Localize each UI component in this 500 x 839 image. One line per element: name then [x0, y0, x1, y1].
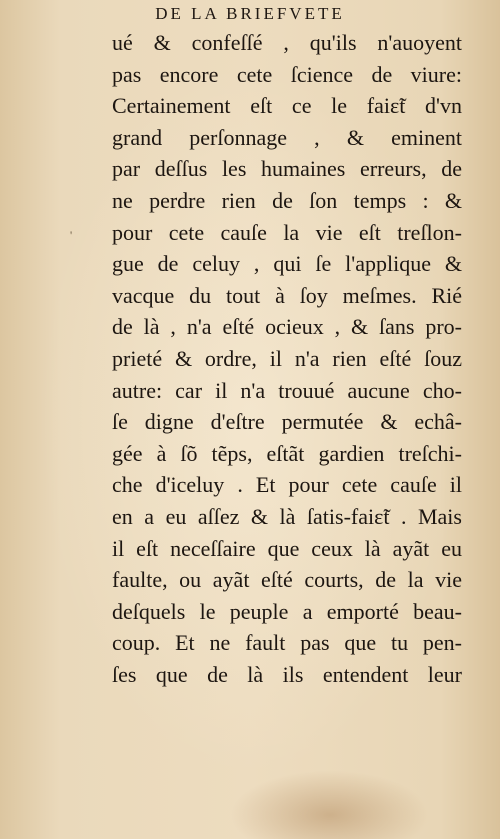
text-line: ué & confeſſé , qu'ils n'auoyent: [112, 30, 462, 55]
text-line: par deſſus les humaines erreurs, de: [112, 156, 462, 182]
text-line: de là , n'a eſté ocieux , & ſans pro-: [112, 314, 462, 340]
text-line: il eſt neceſſaire que ceux là ayãt eu: [112, 535, 462, 561]
text-line: coup. Et ne fault pas que tu pen-: [112, 630, 462, 656]
text-line: Certainement eſt ce le faiɛ̃t d'vn: [112, 93, 462, 119]
text-line: gée à ſõ tẽps, eſtãt gardien treſchi-: [112, 440, 462, 466]
text-line: deſquels le peuple a emporté beau-: [112, 598, 462, 624]
text-line: pour cete cauſe la vie eſt treſlon-: [112, 219, 462, 245]
text-line: gue de celuy , qui ſe l'applique &: [112, 251, 462, 277]
text-line: en a eu aſſez & là ſatis-faiɛ̃t . Mais: [112, 503, 462, 529]
text-line: faulte, ou ayãt eſté courts, de la vie: [112, 567, 462, 593]
text-line: vacque du tout à ſoy meſmes. Rié: [112, 282, 462, 308]
running-head: DE LA BRIEFVETE: [155, 4, 345, 23]
text-line: pas encore cete ſcience de viure:: [112, 61, 462, 87]
text-line: ſe digne d'eſtre permutée & echâ-: [112, 409, 462, 435]
text-line: grand perſonnage , & eminent: [112, 124, 462, 150]
text-line: ne perdre rien de ſon temps : &: [112, 187, 462, 213]
paper-stain: [230, 770, 430, 839]
body-text: [112, 27, 462, 690]
text-line: che d'iceluy . Et pour cete cauſe il: [112, 472, 462, 498]
text-line: prieté & ordre, il n'a rien eſté ſouz: [112, 345, 462, 371]
text-line: ſes que de là ils entendent leur: [112, 661, 462, 687]
margin-mark: ': [70, 228, 73, 242]
text-line: autre: car il n'a trouué aucune cho-: [112, 377, 462, 403]
